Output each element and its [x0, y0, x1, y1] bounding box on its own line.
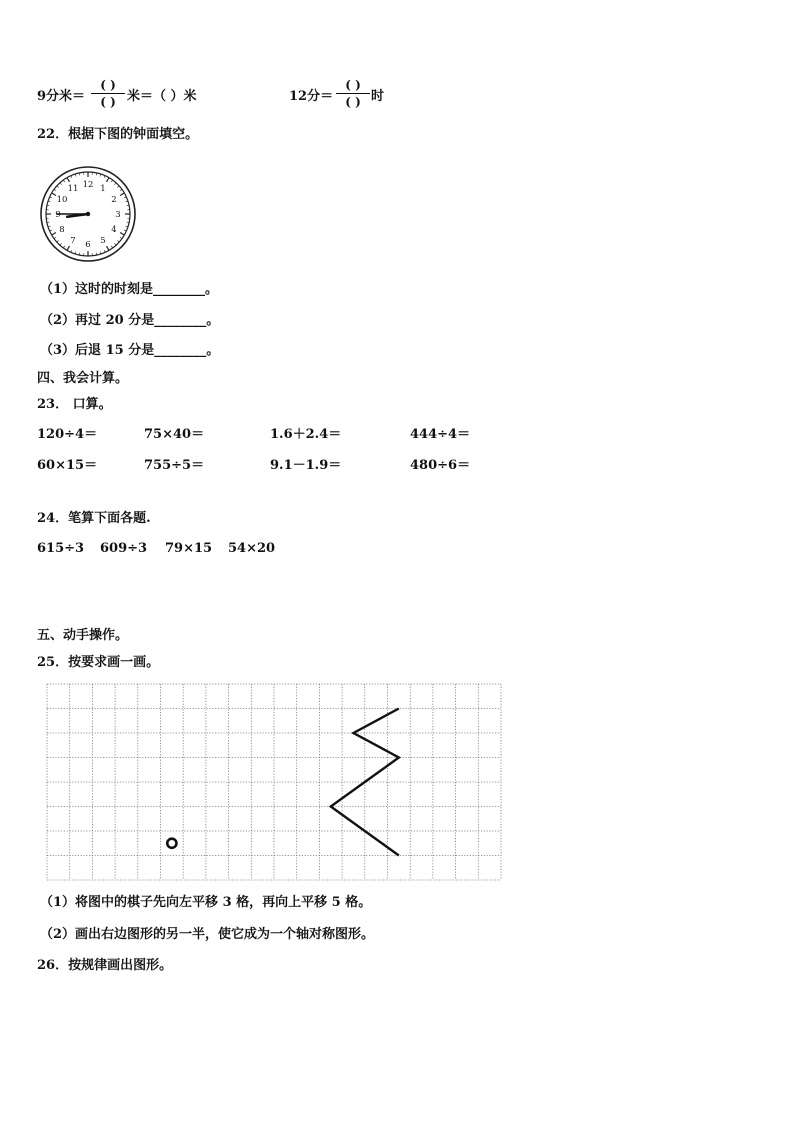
clock-number: 12	[82, 180, 94, 190]
oral-calc-1: 120÷4＝	[37, 427, 98, 442]
q22-item-3: （3）后退 15 分是________。	[40, 343, 220, 358]
fraction-hour-denominator[interactable]: ( )	[345, 95, 361, 109]
written-calc-2: 609÷3	[100, 541, 148, 556]
oral-calc-2: 75×40＝	[144, 427, 205, 442]
clock-number: 8	[59, 225, 65, 235]
chess-piece[interactable]	[167, 839, 176, 848]
clock-number: 7	[70, 235, 76, 246]
clock-number: 11	[67, 184, 79, 195]
clock-number: 5	[100, 235, 106, 246]
fraction-meter-denominator[interactable]: ( )	[100, 95, 116, 109]
fraction-meter-numerator[interactable]: ( )	[100, 78, 116, 92]
clock-number: 9	[55, 210, 61, 220]
q22-item-2: （2）再过 20 分是________。	[40, 313, 220, 328]
oral-calc-8: 480÷6＝	[410, 458, 471, 473]
q23-title: 23． 口算。	[37, 397, 112, 412]
conversion-right-unit: 时	[371, 89, 385, 104]
written-calc-4: 54×20	[228, 541, 276, 556]
section-4-title: 四、我会计算。	[37, 371, 129, 386]
oral-calc-4: 444÷4＝	[410, 427, 471, 442]
clock-number: 6	[85, 240, 91, 250]
fraction-hour	[336, 78, 370, 109]
q25-item-1: （1）将图中的棋子先向左平移 3 格，再向上平移 5 格。	[40, 895, 372, 910]
oral-calc-5: 60×15＝	[37, 458, 98, 473]
fraction-hour-numerator[interactable]: ( )	[345, 78, 361, 92]
conversion-left-lhs: 9分米＝	[37, 89, 86, 104]
oral-calc-7: 9.1－1.9＝	[270, 458, 342, 473]
q24-title: 24．笔算下面各题.	[37, 511, 151, 526]
q26-title: 26．按规律画出图形。	[37, 958, 173, 973]
written-calc-1: 615÷3	[37, 541, 85, 556]
drawing-grid[interactable]	[46, 683, 502, 881]
q22-item-1: （1）这时的时刻是________。	[40, 282, 219, 297]
clock-number: 3	[115, 210, 121, 220]
conversion-left-mid: 米＝（ ）米	[127, 89, 197, 104]
clock-center	[86, 212, 90, 216]
oral-calc-6: 755÷5＝	[144, 458, 205, 473]
clock-number: 1	[100, 184, 106, 195]
q22-title: 22．根据下图的钟面填空。	[37, 127, 199, 142]
oral-calc-3: 1.6＋2.4＝	[270, 427, 342, 442]
fraction-meter	[91, 78, 125, 109]
fraction-bar	[336, 93, 370, 94]
written-calc-3: 79×15	[165, 541, 213, 556]
clock-number: 4	[111, 225, 117, 235]
clock-face	[38, 164, 138, 264]
section-5-title: 五、动手操作。	[37, 628, 129, 643]
clock-number: 10	[56, 195, 68, 205]
clock-number: 2	[111, 195, 117, 205]
q25-title: 25．按要求画一画。	[37, 655, 160, 670]
conversion-right-lhs: 12分＝	[289, 89, 334, 104]
fraction-bar	[91, 93, 125, 94]
q25-item-2: （2）画出右边图形的另一半，使它成为一个轴对称图形。	[40, 927, 375, 942]
